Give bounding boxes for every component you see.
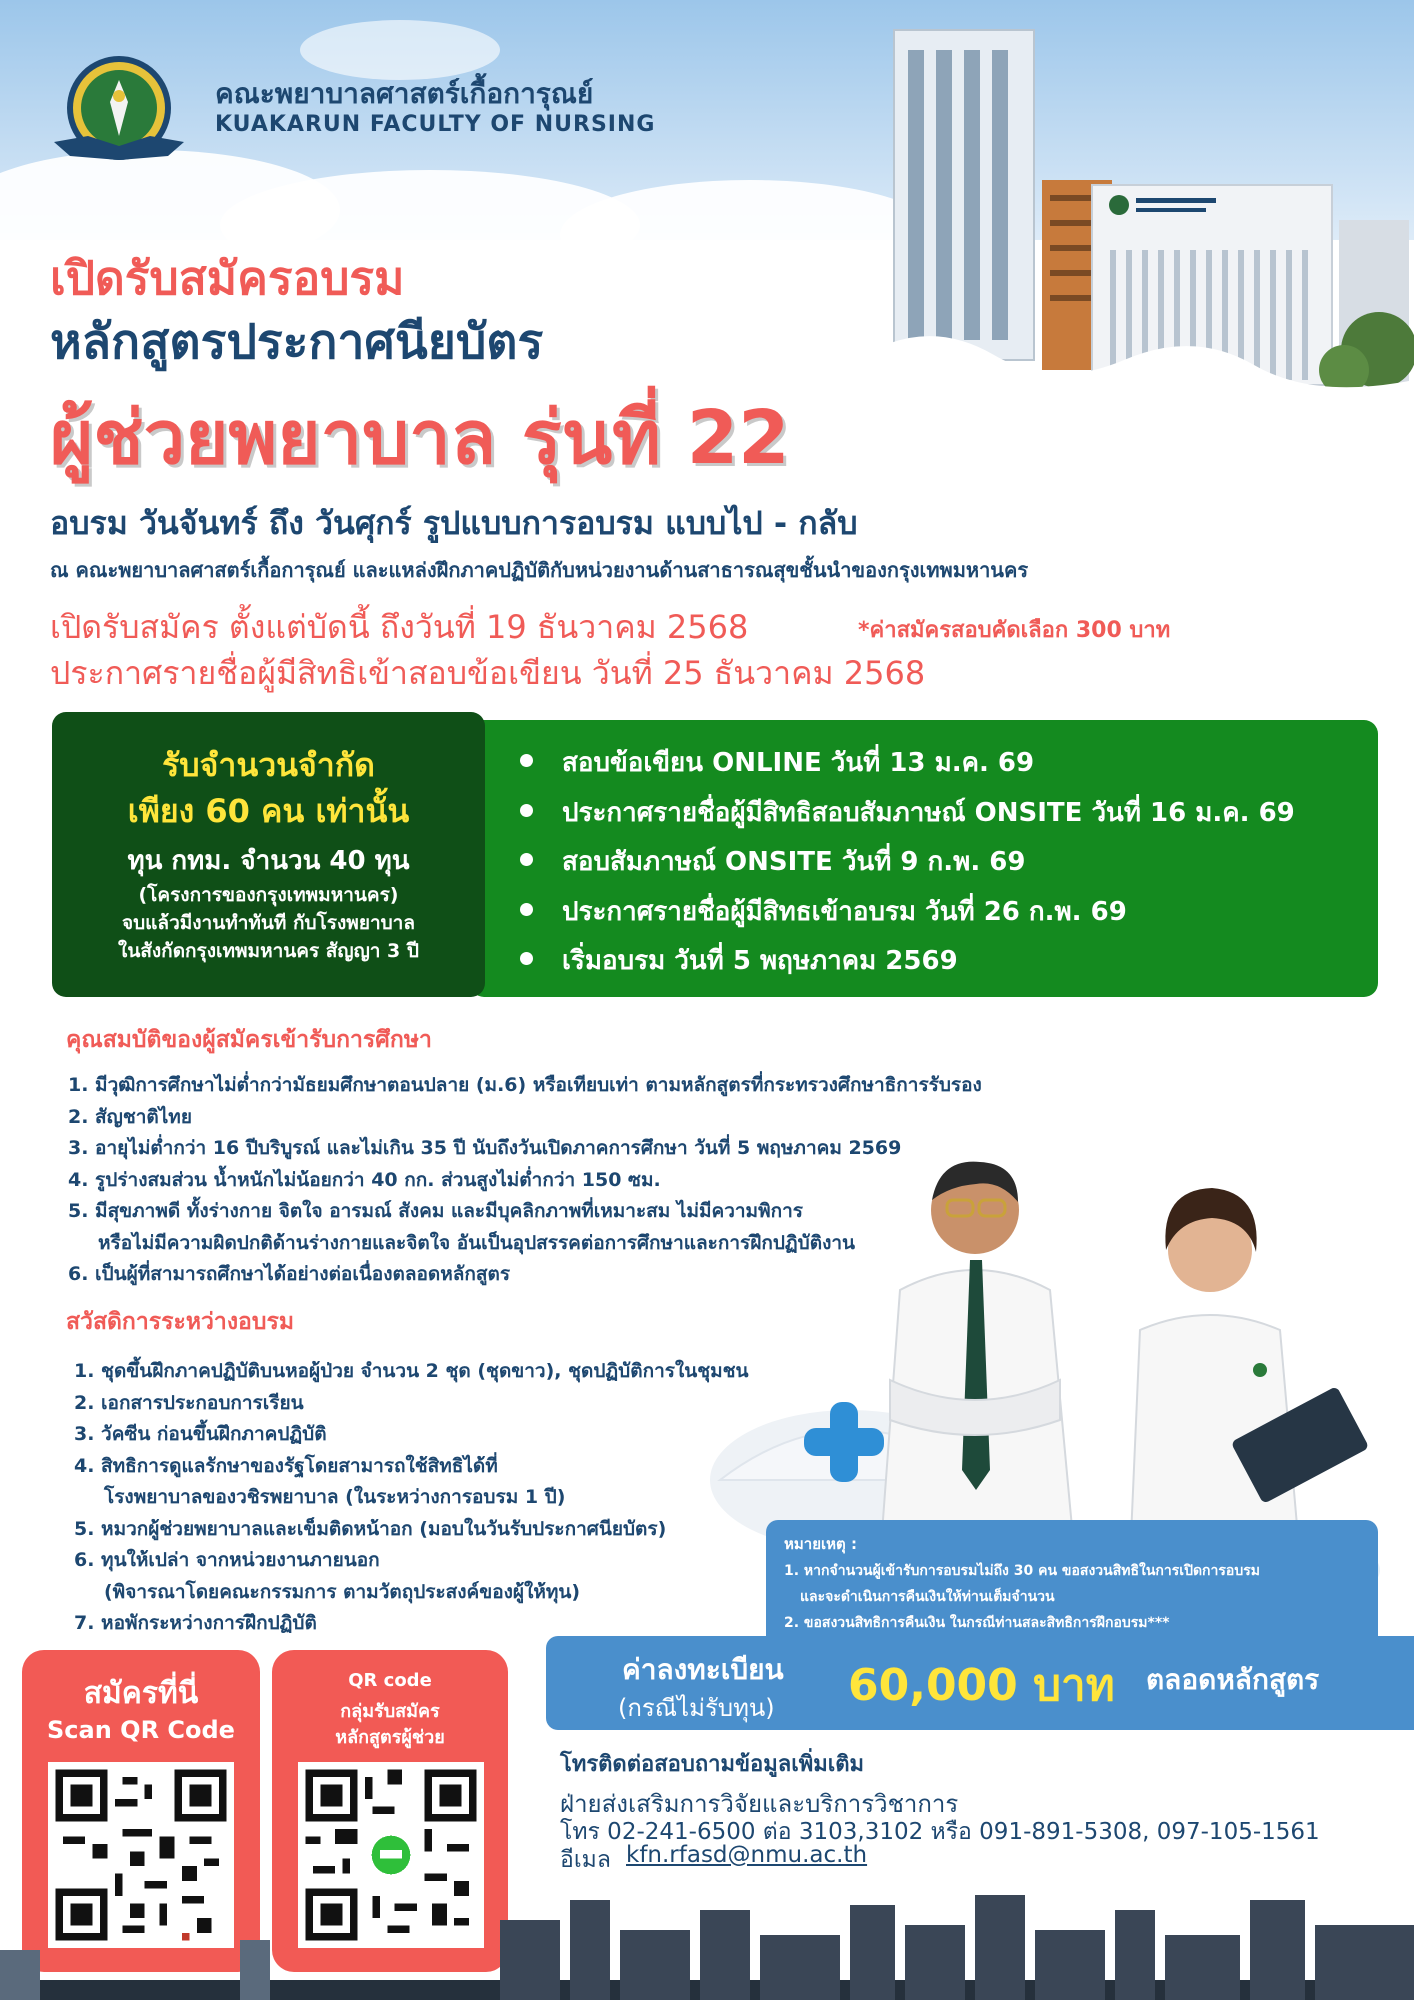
qualifications-title: คุณสมบัติของผู้สมัครเข้ารับการศึกษา (66, 1027, 432, 1053)
limited-seats-heading: รับจำนวนจำกัด (162, 746, 375, 784)
bullet-icon (520, 952, 533, 965)
list-item: 1. ชุดขึ้นฝึกภาคปฏิบัติบนหอผู้ป่วย จำนวน 2 ชุด (ชุดขาว), ชุดปฏิบัติการในชุมชน (74, 1360, 749, 1382)
training-venue: ณ คณะพยาบาลศาสตร์เกื้อการุณย์ และแหล่งฝึกภาคปฏิบัติกับหน่วยงานด้านสาธารณสุขชั้นนำของกรุงเทพมหานคร (50, 558, 1029, 582)
scholarship-note: (โครงการของกรุงเทพมหานคร) (138, 884, 399, 906)
city-skyline (0, 1880, 1414, 2000)
list-item: 2. สัญชาติไทย (68, 1105, 192, 1128)
list-item: สอบสัมภาษณ์ ONSITE วันที่ 9 ก.พ. 69 (520, 841, 1295, 891)
list-item: โรงพยาบาลของวชิรพยาบาล (ในระหว่างการอบรม 1 ปี) (104, 1486, 566, 1508)
tuition-fee-bar (546, 1636, 1414, 1730)
exam-announcement-date: ประกาศรายชื่อผู้มีสิทธิเข้าสอบข้อเขียน วันที่ 25 ธันวาคม 2568 (50, 654, 926, 692)
scholarship-note: จบแล้วมีงานทำทันที กับโรงพยาบาล (121, 912, 415, 934)
welfare-title: สวัสดิการระหว่างอบรม (66, 1309, 294, 1335)
list-item: 4. สิทธิการดูแลรักษาของรัฐโดยสามารถใช้สิทธิได้ที่ (74, 1454, 498, 1477)
remarks-box (766, 1520, 1378, 1638)
contact-title: โทรติดต่อสอบถามข้อมูลเพิ่มเติม (560, 1752, 865, 1777)
program-title: ผู้ช่วยพยาบาล รุ่นที่ 22 (50, 395, 790, 481)
list-item: 4. รูปร่างสมส่วน น้ำหนักไม่น้อยกว่า 40 กก. ส่วนสูงไม่ต่ำกว่า 150 ซม. (68, 1168, 661, 1191)
bullet-icon (520, 903, 533, 916)
fee-amount: 60,000 บาท (848, 1660, 1115, 1711)
welfare-list (74, 1356, 749, 1640)
remarks-line: และจะดำเนินการคืนเงินให้ท่านเต็มจำนวน (800, 1589, 1055, 1605)
scholarship-count: ทุน กทม. จำนวน 40 ทุน (127, 846, 410, 876)
bullet-icon (520, 804, 533, 817)
list-item: 1. มีวุฒิการศึกษาไม่ต่ำกว่ามัธยมศึกษาตอนปลาย (ม.6) หรือเทียบเท่า ตามหลักสูตรที่กระทรวงศึกษาธิการรับรอง (68, 1074, 982, 1096)
scan-qr-label: Scan QR Code (47, 1716, 235, 1744)
contact-email-label: อีเมล (560, 1847, 611, 1873)
group-label: กลุ่มรับสมัคร (340, 1701, 440, 1722)
list-item: 6. ทุนให้เปล่า จากหน่วยงานภายนอก (74, 1549, 380, 1571)
faculty-name-english: KUAKARUN FACULTY OF NURSING (215, 112, 656, 137)
faculty-logo (48, 50, 190, 166)
application-period: เปิดรับสมัคร ตั้งแต่บัดนี้ ถึงวันที่ 19 ธันวาคม 2568 (50, 608, 749, 646)
list-item: 3. อายุไม่ต่ำกว่า 16 ปีบริบูรณ์ และไม่เกิน 35 ปี นับถึงวันเปิดภาคการศึกษา วันที่ 5 พฤษภาคม 2569 (68, 1137, 902, 1159)
list-item: สอบข้อเขียน ONLINE วันที่ 13 ม.ค. 69 (520, 742, 1295, 792)
bullet-icon (520, 853, 533, 866)
contact-email-link[interactable]: kfn.rfasd@nmu.ac.th (626, 1842, 868, 1868)
seat-limit-panel (52, 712, 485, 997)
fee-label: ค่าลงทะเบียน (622, 1653, 784, 1686)
course-group-label: หลักสูตรผู้ช่วย (335, 1727, 445, 1748)
remarks-title: หมายเหตุ : (784, 1535, 857, 1553)
apply-heading: สมัครที่นี่ (83, 1676, 199, 1711)
open-enrollment-heading: เปิดรับสมัครอบรม (50, 251, 405, 305)
list-item: 5. หมวกผู้ช่วยพยาบาลและเข็มติดหน้าอก (มอบในวันรับประกาศนียบัตร) (74, 1517, 667, 1540)
qr-code-label: QR code (348, 1670, 432, 1691)
remarks-line: 1. หากจำนวนผู้เข้ารับการอบรมไม่ถึง 30 คน ขอสงวนสิทธิในการเปิดการอบรม (784, 1563, 1260, 1579)
training-schedule: อบรม วันจันทร์ ถึง วันศุกร์ รูปแบบการอบรม แบบไป - กลับ (50, 504, 858, 542)
contact-phone: โทร 02-241-6500 ต่อ 3103,3102 หรือ 091-891-5308, 097-105-1561 (560, 1819, 1320, 1845)
application-fee-note: *ค่าสมัครสอบคัดเลือก 300 บาท (858, 618, 1171, 643)
list-item: (พิจารณาโดยคณะกรรมการ ตามวัตถุประสงค์ของผู้ให้ทุน) (104, 1580, 581, 1603)
seat-count: เพียง 60 คน เท่านั้น (127, 792, 410, 830)
list-item: 3. วัคซีน ก่อนขึ้นฝึกภาคปฏิบัติ (74, 1423, 327, 1445)
list-item: ประกาศรายชื่อผู้มีสิทธิสอบสัมภาษณ์ ONSITE วันที่ 16 ม.ค. 69 (520, 792, 1295, 842)
list-item: ประกาศรายชื่อผู้มีสิทธเข้าอบรม วันที่ 26 ก.พ. 69 (520, 891, 1295, 941)
bullet-icon (520, 754, 533, 767)
fee-scope: ตลอดหลักสูตร (1146, 1663, 1320, 1696)
faculty-building-image (874, 20, 1414, 410)
list-item: 6. เป็นผู้ที่สามารถศึกษาได้อย่างต่อเนื่องตลอดหลักสูตร (68, 1263, 511, 1285)
remarks-line: 2. ขอสงวนสิทธิการคืนเงิน ในกรณีท่านสละสิทธิการฝึกอบรม*** (784, 1615, 1170, 1631)
list-item: 2. เอกสารประกอบการเรียน (74, 1391, 304, 1414)
fee-condition: (กรณีไม่รับทุน) (618, 1694, 775, 1722)
list-item: เริ่มอบรม วันที่ 5 พฤษภาคม 2569 (520, 940, 1295, 990)
list-item: หรือไม่มีความผิดปกติด้านร่างกายและจิตใจ อันเป็นอุปสรรคต่อการศึกษาและการฝึกปฏิบัติงาน (98, 1231, 856, 1254)
course-type-heading: หลักสูตรประกาศนียบัตร (50, 314, 544, 370)
exam-schedule-list (520, 742, 1295, 990)
faculty-name-thai: คณะพยาบาลศาสตร์เกื้อการุณย์ (215, 77, 594, 110)
list-item: 5. มีสุขภาพดี ทั้งร่างกาย จิตใจ อารมณ์ สังคม และมีบุคลิกภาพที่เหมาะสม ไม่มีความพิการ (68, 1200, 803, 1222)
list-item: 7. หอพักระหว่างการฝึกปฏิบัติ (74, 1612, 317, 1634)
scholarship-note: ในสังกัดกรุงเทพมหานคร สัญญา 3 ปี (118, 940, 419, 962)
contact-department: ฝ่ายส่งเสริมการวิจัยและบริการวิชาการ (560, 1790, 959, 1818)
